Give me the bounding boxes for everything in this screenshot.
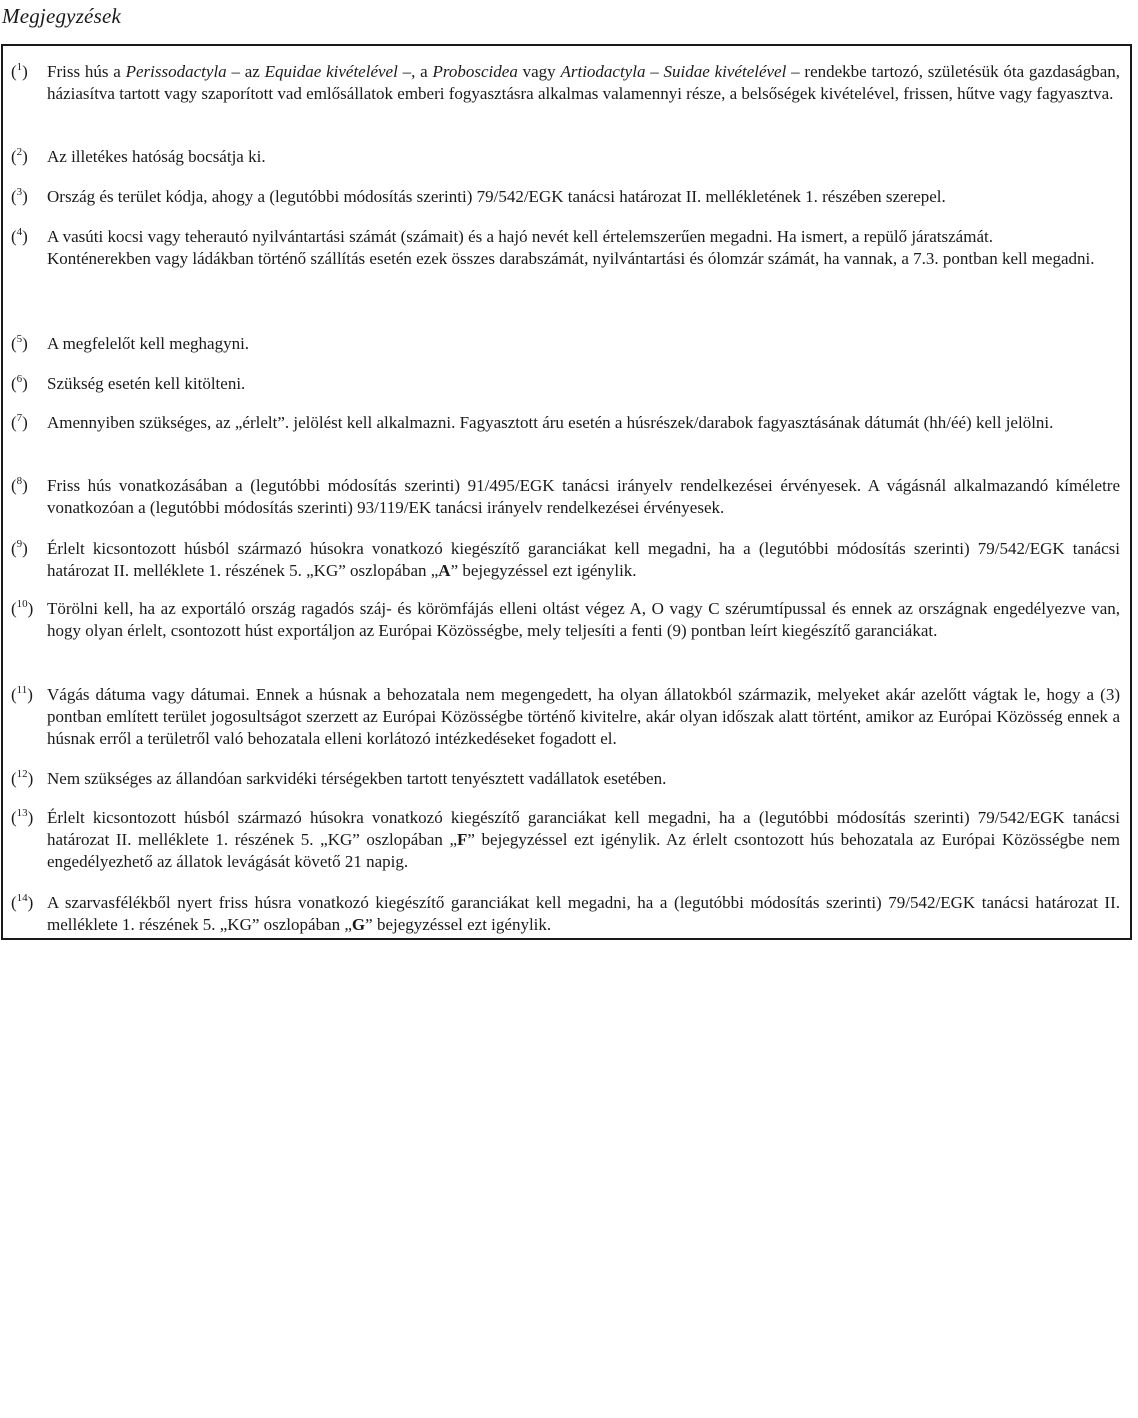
footnote-item — [11, 475, 1120, 519]
footnote-text: Érlelt kicsontozott húsból származó húsokra vonatkozó kiegészítő garanciákat kell megadni, ha a (legutóbbi módosítás szerinti) 79/542/EGK tanácsi határozat II. melléklete 1. részének 5. „KG” oszlopában „F” bejegyzéssel ezt igénylik. Az érlelt csontozott hús behozatala az Európai Közösségbe nem engedélyezhető az állatok levágását követő 21 napig. — [47, 808, 1120, 871]
footnote-number: ($^2$) — [11, 146, 28, 166]
footnote-number: ($^9$) — [11, 538, 28, 558]
footnote-text: A megfelelőt kell meghagyni. — [47, 334, 250, 353]
footnote-number: ($^{14}$) — [11, 892, 34, 912]
footnote-text: Friss hús a Perissodactyla – az Equidae kivételével –, a Proboscidea vagy Artiodactyla – Suidae kivételével – rendekbe tartozó, születésük óta gazdaságban, háziasítva tartott vagy szaporított vad emlősállatok emberi fogyasztásra alkalmas valamennyi része, a belsőségek kivételével, frissen, hűtve vagy fagyasztva. — [47, 62, 1121, 103]
footnote-number: ($^7$) — [11, 412, 28, 432]
footnote-text: Friss hús vonatkozásában a (legutóbbi módosítás szerinti) 91/495/EGK tanácsi irányelv rendelkezései érvényesek. A vágásnál alkalmazandó kíméletre vonatkozóan a (legutóbbi módosítás szerinti) 93/119/EK tanácsi irányelv rendelkezései érvényesek. — [47, 476, 1120, 517]
footnote-text: Vágás dátuma vagy dátumai. Ennek a húsnak a behozatala nem megengedett, ha olyan állatokból származik, melyeket akár azelőtt vágtak le, hogy a (3) pontban említett terület jogosultságot szerzett az Európai Közösségbe történő kivitelre, akár olyan időszak alatt történt, amikor az Európai Közösség ennek a húsnak erről a területről való behozatala elleni korlátozó intézkedéseket fogadott el. — [47, 685, 1120, 748]
footnote-number: ($^6$) — [11, 373, 28, 393]
footnote-number: ($^{13}$) — [11, 807, 34, 827]
footnote-text: Szükség esetén kell kitölteni. — [47, 374, 246, 393]
footnote-text: A szarvasfélékből nyert friss húsra vonatkozó kiegészítő garanciákat kell megadni, ha a (legutóbbi módosítás szerinti) 79/542/EGK tanácsi határozat II. melléklete 1. részének 5. „KG” oszlopában „G” bejegyzéssel ezt igénylik. — [47, 893, 1120, 934]
footnote-item — [11, 226, 1120, 270]
footnote-item — [11, 684, 1120, 749]
footnote-text: Ország és terület kódja, ahogy a (legutóbbi módosítás szerinti) 79/542/EGK tanácsi határozat II. mellékletének 1. részében szerepel. — [47, 187, 946, 206]
footnote-item — [11, 373, 1120, 395]
footnote-item — [11, 333, 1120, 355]
footnote-item — [11, 598, 1120, 642]
footnote-number: ($^4$) — [11, 226, 28, 246]
footnote-number: ($^5$) — [11, 333, 28, 353]
footnote-item — [11, 768, 1120, 790]
footnote-number: ($^{11}$) — [11, 684, 33, 704]
footnote-text: A vasúti kocsi vagy teherautó nyilvántartási számát (számait) és a hajó nevét kell értelemszerűen megadni. Ha ismert, a repülő járatszámát. Konténerekben vagy ládákban történő szállítás esetén ezek összes darabszámát, nyilvántartási és ólomzár számát, ha vannak, a 7.3. pontban kell megadni. — [47, 227, 1095, 268]
footnote-number: ($^{12}$) — [11, 768, 34, 788]
footnote-text: Törölni kell, ha az exportáló ország ragadós száj- és körömfájás elleni oltást végez A, O vagy C szérumtípussal és ennek az országnak engedélyezve van, hogy olyan érlelt, csontozott húst exportáljon az Európai Közösségbe, mely teljesíti a fenti (9) pontban leírt kiegészítő garanciákat. — [47, 599, 1120, 640]
footnote-item — [11, 61, 1120, 105]
footnote-number: ($^8$) — [11, 475, 28, 495]
footnote-item — [11, 186, 1120, 208]
footnote-text: Nem szükséges az állandóan sarkvidéki térségekben tartott tenyésztett vadállatok esetében. — [47, 769, 667, 788]
footnotes-box — [1, 44, 1132, 940]
footnote-item — [11, 412, 1120, 434]
footnote-item — [11, 146, 1120, 168]
footnote-text: Amennyiben szükséges, az „érlelt”. jelölést kell alkalmazni. Fagyasztott áru esetén a húsrészek/darabok fagyasztásának dátumát (hh/éé) kell jelölni. — [47, 413, 1054, 432]
footnote-text: Az illetékes hatóság bocsátja ki. — [47, 147, 266, 166]
footnote-number: ($^3$) — [11, 186, 28, 206]
footnote-item — [11, 538, 1120, 582]
footnote-number: ($^1$) — [11, 61, 28, 81]
footnote-item — [11, 807, 1120, 872]
footnote-number: ($^{10}$) — [11, 598, 34, 618]
footnote-text: Érlelt kicsontozott húsból származó húsokra vonatkozó kiegészítő garanciákat kell megadni, ha a (legutóbbi módosítás szerinti) 79/542/EGK tanácsi határozat II. melléklete 1. részének 5. „KG” oszlopában „A” bejegyzéssel ezt igénylik. — [47, 539, 1120, 580]
section-heading: Megjegyzések — [2, 4, 121, 28]
footnote-item — [11, 892, 1120, 936]
